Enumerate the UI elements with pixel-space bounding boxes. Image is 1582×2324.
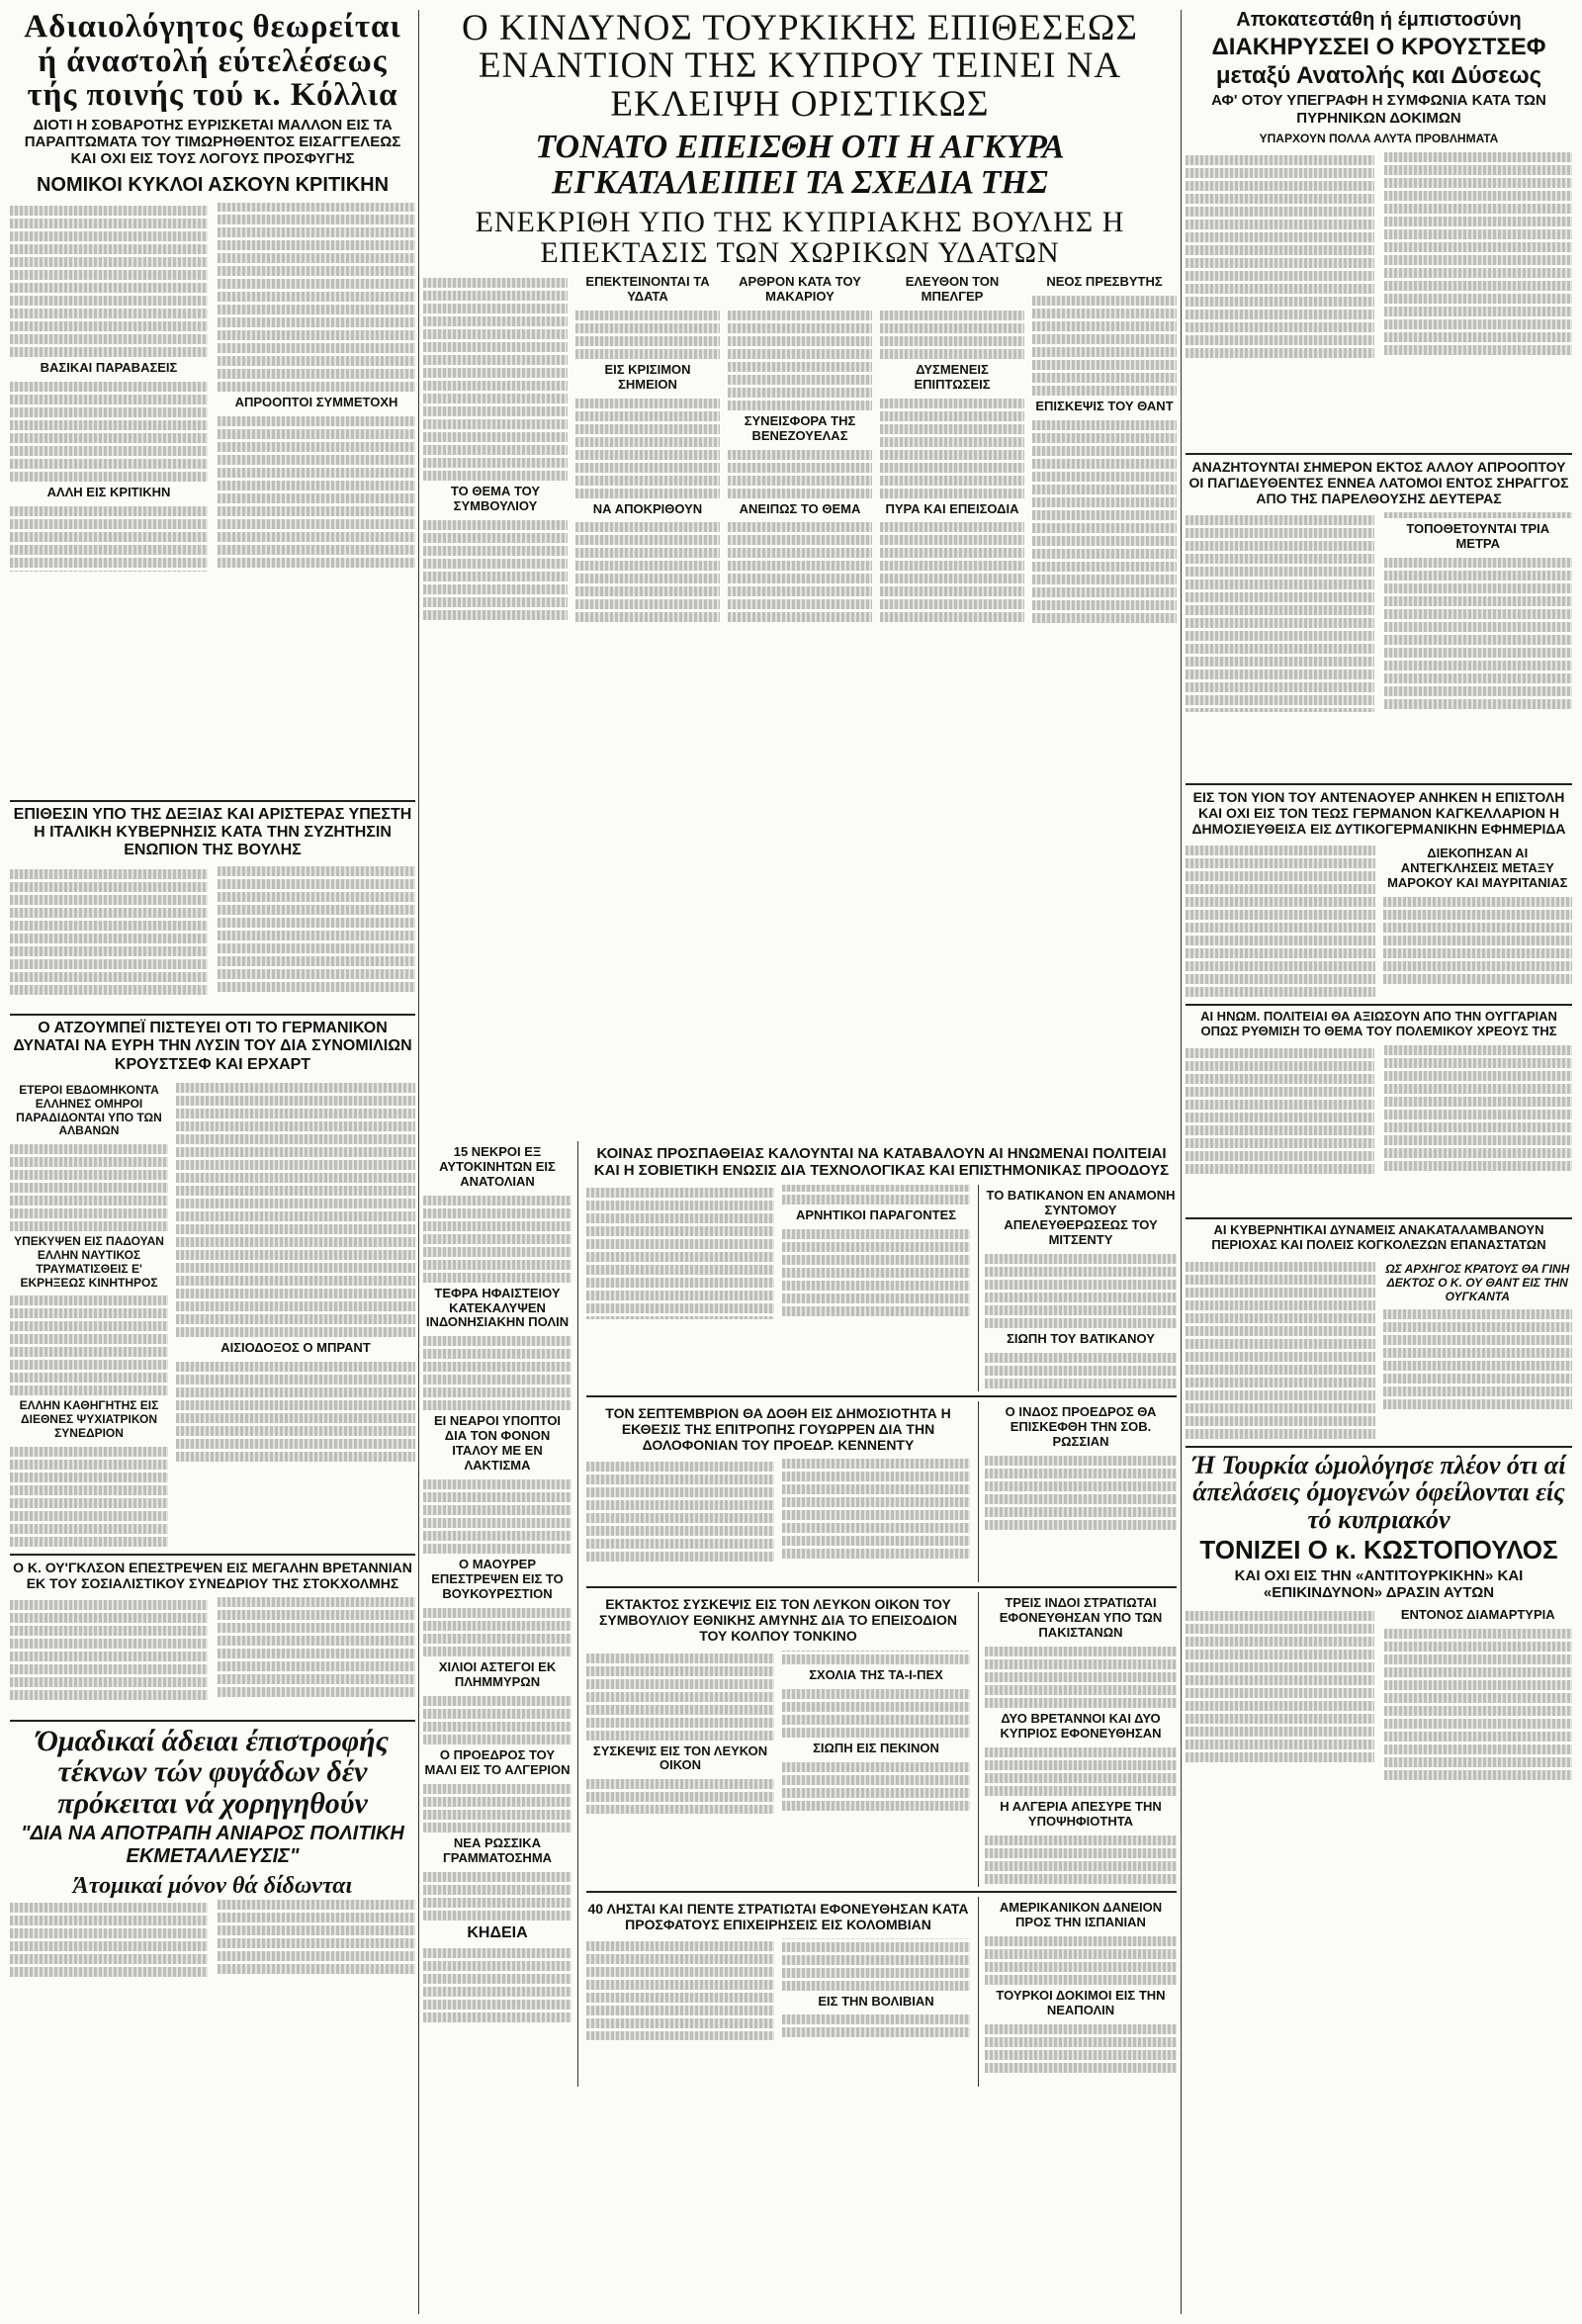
refugee-subhead: "ΔΙΑ ΝΑ ΑΠΟΤΡΑΠΗ ΑΝΙΑΡΟΣ ΠΟΛΙΤΙΚΗ ΕΚΜΕΤΑΛΛΕΥΣΙΣ" — [21, 1823, 404, 1868]
section-heading: ΣΥΝΕΙΣΦΟΡΑ ΤΗΣ ΒΕΝΕΖΟΥΕΛΑΣ — [744, 412, 856, 443]
us-ussr-headline: ΚΟΙΝΑΣ ΠΡΟΣΠΑΘΕΙΑΣ ΚΑΛΟΥΝΤΑΙ ΝΑ ΚΑΤΑΒΑΛΟΥΝ ΑΙ ΗΝΩΜΕΝΑΙ ΠΟΛΙΤΕΙΑΙ ΚΑΙ Η ΣΟΒΙΕΤΙΚΗ ΕΝΩΣΙΣ ΔΙΑ ΤΕΧΝΟΛΟΓΙΚΑΣ ΚΑΙ ΕΠΙΣΤΗΜΟΝΙΚΑΣ ΠΡΟΟΔΟΥΣ — [593, 1144, 1170, 1180]
section-heading: ΑΡΘΡΟΝ ΚΑΤΑ ΤΟΥ ΜΑΚΑΡΙΟΥ — [739, 273, 861, 304]
khrushchev-subhead-4: ΥΠΑΡΧΟΥΝ ΠΟΛΛΑ ΑΛΥΤΑ ΠΡΟΒΛΗΜΑΤΑ — [1259, 131, 1499, 145]
miners-body — [1186, 512, 1572, 779]
vatican-headline: ΤΟ ΒΑΤΙΚΑΝΟΝ ΕΝ ΑΝΑΜΟΝΗ ΣΥΝΤΟΜΟΥ ΑΠΕΛΕΥΘΕΡΩΣΕΩΣ ΤΟΥ ΜΙΤΣΕΝΤΥ — [986, 1188, 1176, 1248]
algeria-headline: Η ΑΛΓΕΡΙΑ ΑΠΕΣΥΡΕ ΤΗΝ ΥΠΟΨΗΦΙΟΤΗΤΑ — [1000, 1798, 1162, 1829]
section-heading: ΣΙΩΠΗ ΕΙΣ ΠΕΚΙΝΟΝ — [813, 1740, 939, 1755]
anatolia-headline: 15 ΝΕΚΡΟΙ ΕΞ ΑΥΤΟΚΙΝΗΤΩΝ ΕΙΣ ΑΝΑΤΟΛΙΑΝ — [439, 1143, 556, 1189]
warren-headline: ΤΟΝ ΣΕΠΤΕΜΒΡΙΟΝ ΘΑ ΔΟΘΗ ΕΙΣ ΔΗΜΟΣΙΟΤΗΤΑ Η ΕΚΘΕΣΙΣ ΤΗΣ ΕΠΙΤΡΟΠΗΣ ΓΟΥΩΡΡΕΝ ΔΙΑ ΤΗΝ ΔΟΛΟΦΟΝΙΑΝ ΤΟΥ ΠΡΟΕΔΡ. ΚΕΝΝΕΝΤΥ — [605, 1404, 951, 1454]
section-heading: ΠΥΡΑ ΚΑΙ ΕΠΕΙΣΟΔΙΑ — [885, 500, 1019, 516]
naples-headline: ΤΟΥΡΚΟΙ ΔΟΚΙΜΟΙ ΕΙΣ ΤΗΝ ΝΕΑΠΟΛΙΝ — [996, 1987, 1166, 2017]
mali-headline: Ο ΠΡΟΕΔΡΟΣ ΤΟΥ ΜΑΛΙ ΕΙΣ ΤΟ ΑΛΓΕΡΙΟΝ — [424, 1746, 571, 1777]
u-thant-headline: ΩΣ ΑΡΧΗΓΟΣ ΚΡΑΤΟΥΣ ΘΑ ΓΙΝΗ ΔΕΚΤΟΣ Ο Κ. ΟΥ ΘΑΝΤ ΕΙΣ ΤΗΝ ΟΥΓΚΑΝΤΑ — [1385, 1261, 1570, 1303]
section-heading: ΤΟ ΘΕΜΑ ΤΟΥ ΣΥΜΒΟΥΛΙΟΥ — [450, 483, 541, 513]
kollias-subhead: ΔΙΟΤΙ Η ΣΟΒΑΡΟΤΗΣ ΕΥΡΙΣΚΕΤΑΙ ΜΑΛΛΟΝ ΕΙΣ ΤΑ ΠΑΡΑΠΤΩΜΑΤΑ ΤΟΥ ΤΙΜΩΡΗΘΕΝΤΟΣ ΕΙΣΑΓΓΕΛΕΩΣ ΚΑΙ ΟΧΙ ΕΙΣ ΤΟΥΣ ΛΟΓΟΥΣ ΠΡΟΣΦΥΓΗΣ — [24, 116, 401, 168]
section-heading: ΑΡΝΗΤΙΚΟΙ ΠΑΡΑΓΟΝΤΕΣ — [795, 1207, 957, 1223]
section-heading: ΝΑ ΑΠΟΚΡΙΘΟΥΝ — [592, 500, 703, 516]
section-heading: ΤΟΠΟΘΕΤΟΥΝΤΑΙ ΤΡΙΑ ΜΕΤΡΑ — [1406, 521, 1550, 551]
kollias-body — [10, 203, 415, 796]
british-cyprus-headline: ΔΥΟ ΒΡΕΤΑΝΝΟΙ ΚΑΙ ΔΥΟ ΚΥΠΡΙΟΣ ΕΦΟΝΕΥΘΗΣΑΝ — [1000, 1711, 1162, 1741]
indian-soldiers-headline: ΤΡΕΙΣ ΙΝΔΟΙ ΣΤΡΑΤΙΩΤΑΙ ΕΦΟΝΕΥΘΗΣΑΝ ΥΠΟ ΤΩΝ ΠΑΚΙΣΤΑΝΩΝ — [999, 1595, 1163, 1641]
funeral-headline: ΚΗΔΕΙΑ — [467, 1923, 528, 1941]
khrushchev-subhead-2: μεταξύ Ανατολής και Δύσεως — [1215, 62, 1542, 90]
khrushchev-subhead: ΔΙΑΚΗΡΥΣΣΕΙ Ο ΚΡΟΥΣΤΣΕΦ — [1211, 34, 1546, 60]
section-heading: ΕΛΕΥΘΟΝ ΤΟΝ ΜΠΕΛΓΕΡ — [905, 273, 1000, 304]
kollias-subhead-2: ΝΟΜΙΚΟΙ ΚΥΚΛΟΙ ΑΣΚΟΥΝ ΚΡΙΤΙΚΗΝ — [36, 173, 390, 196]
italian-murder-headline: ΕΙ ΝΕΑΡΟΙ ΥΠΟΠΤΟΙ ΔΙΑ ΤΟΝ ΦΟΝΟΝ ΙΤΑΛΟΥ ΜΕ ΕΝ ΛΑΚΤΙΣΜΑ — [433, 1413, 562, 1474]
spain-loan-headline: ΑΜΕΡΙΚΑΝΙΚΟΝ ΔΑΝΕΙΟΝ ΠΡΟΣ ΤΗΝ ΙΣΠΑΝΙΑΝ — [999, 1899, 1163, 1929]
italy-body — [10, 866, 415, 1010]
section-heading: ΔΥΣΜΕΝΕΙΣ ΕΠΙΠΤΩΣΕΙΣ — [914, 361, 991, 392]
section-heading: ΕΠΕΚΤΕΙΝΟΝΤΑΙ ΤΑ ΥΔΑΤΑ — [585, 273, 710, 304]
refugee-body — [10, 1900, 415, 2028]
wilson-body — [10, 1597, 415, 1716]
khrushchev-subhead-3: ΑΦ' ΟΤΟΥ ΥΠΕΓΡΑΦΗ Η ΣΥΜΦΩΝΙΑ ΚΑΤΑ ΤΩΝ ΠΥΡΗΝΙΚΩΝ ΔΟΚΙΜΩΝ — [1211, 92, 1546, 127]
section-heading: ΕΠΙΣΚΕΨΙΣ ΤΟΥ ΘΑΝΤ — [1035, 398, 1174, 413]
kostopoulos-subhead: ΚΑΙ ΟΧΙ ΕΙΣ ΤΗΝ «ΑΝΤΙΤΟΥΡΚΙΚΗΝ» ΚΑΙ «ΕΠΙΚΙΝΔΥΝΟΝ» ΔΡΑΣΙΝ ΑΥΤΩΝ — [1234, 1567, 1524, 1602]
wilson-headline: Ο Κ. ΟΥ'ΓΚΛΣΟΝ ΕΠΕΣΤΡΕΨΕΝ ΕΙΣ ΜΕΓΑΛΗΝ ΒΡΕΤΑΝΝΙΑΝ ΕΚ ΤΟΥ ΣΟΣΙΑΛΙΣΤΙΚΟΥ ΣΥΝΕΔΡΙΟΥ ΤΗΣ ΣΤΟΚΧΟΛΜΗΣ — [13, 1559, 412, 1591]
refugee-children-headline: Όμαδικαί άδειαι έπιστροφής τέκνων τών φυγάδων δέν πρόκειται νά χορηγηθούν — [36, 1724, 390, 1820]
floods-headline: ΧΙΛΙΟΙ ΑΣΤΕΓΟΙ ΕΚ ΠΛΗΜΜΥΡΩΝ — [438, 1658, 557, 1689]
kostopoulos-body — [1186, 1608, 1572, 1831]
padova-headline: ΥΠΕΚΥΨΕΝ ΕΙΣ ΠΑΔΟΥΑΝ ΕΛΛΗΝ ΝΑΥΤΙΚΟΣ ΤΡΑΥΜΑΤΙΣΘΕΙΣ Ε' ΕΚΡΗΞΕΩΣ ΚΙΝΗΤΗΡΟΣ — [14, 1234, 164, 1290]
cyprus-subhead: ΤΟΝΑΤΟ ΕΠΕΙΣΘΗ ΟΤΙ Η ΑΓΚΥΡΑ ΕΓΚΑΤΑΛΕΙΠΕΙ ΤΑ ΣΧΕΔΙΑ ΤΗΣ — [535, 129, 1065, 202]
hungary-body — [1186, 1045, 1572, 1213]
tonkin-headline: ΕΚΤΑΚΤΟΣ ΣΥΣΚΕΨΙΣ ΕΙΣ ΤΟΝ ΛΕΥΚΟΝ ΟΙΚΟΝ ΤΟΥ ΣΥΜΒΟΥΛΙΟΥ ΕΘΝΙΚΗΣ ΑΜΥΝΗΣ ΔΙΑ ΤΟ ΕΠΕΙΣΟΔΙΟΝ ΤΟΥ ΚΟΛΠΟΥ ΤΟΝΚΙΝΟ — [599, 1596, 957, 1645]
congo-headline: ΑΙ ΚΥΒΕΡΝΗΤΙΚΑΙ ΔΥΝΑΜΕΙΣ ΑΝΑΚΑΤΑΛΑΜΒΑΝΟΥΝ ΠΕΡΙΟΧΑΣ ΚΑΙ ΠΟΛΕΙΣ ΚΟΓΚΟΛΕΖΩΝ ΕΠΑΝΑΣΤΑΤΩΝ — [1211, 1222, 1546, 1253]
right-column — [1186, 10, 1572, 2314]
adenauer-headline: ΕΙΣ ΤΟΝ ΥΙΟΝ ΤΟΥ ΑΝΤΕΝΑΟΥΕΡ ΑΝΗΚΕΝ Η ΕΠΙΣΤΟΛΗ ΚΑΙ ΟΧΙ ΕΙΣ ΤΟΝ ΤΕΩΣ ΓΕΡΜΑΝΟΝ ΚΑΓΚΕΛΛΑΡΙΟΝ Η ΔΗΜΟΣΙΕΥΘΕΙΣΑ ΕΙΣ ΔΥΤΙΚΟΓΕΡΜΑΝΙΚΗΝ ΕΦΗΜΕΡΙΔΑ — [1191, 788, 1566, 838]
miners-headline: ΑΝΑΖΗΤΟΥΝΤΑΙ ΣΗΜΕΡΟΝ ΕΚΤΟΣ ΑΛΛΟΥ ΑΠΡΟΟΠΤΟΥ ΟΙ ΠΑΓΙΔΕΥΘΕΝΤΕΣ ΕΝΝΕΑ ΛΑΤΟΜΟΙ ΕΝΤΟΣ ΣΗΡΑΓΓΟΣ ΑΠΟ ΤΗΣ ΠΑΡΕΛΘΟΥΣΗΣ ΔΕΥΤΕΡΑΣ — [1188, 458, 1569, 506]
khrushchev-body — [1186, 152, 1572, 449]
section-heading: ΕΝΤΟΝΟΣ ΔΙΑΜΑΡΤΥΡΙΑ — [1400, 1606, 1555, 1622]
turkey-expulsions-headline: Ή Τουρκία ώμολόγησε πλέον ότι αί άπελάσεις όμογενών όφείλονται είς τό κυπριακόν — [1191, 1450, 1566, 1534]
maurer-headline: Ο ΜΑΟΥΡΕΡ ΕΠΕΣΤΡΕΨΕΝ ΕΙΣ ΤΟ ΒΟΥΚΟΥΡΕΣΤΙΟΝ — [431, 1557, 564, 1602]
section-heading: ΕΙΣ ΤΗΝ ΒΟΛΙΒΙΑΝ — [818, 1993, 934, 2009]
refugee-subhead-2: Άτομικαί μόνον θά δίδωνται — [72, 1873, 353, 1900]
section-heading: ΣΥΣΚΕΨΙΣ ΕΙΣ ΤΟΝ ΛΕΥΚΟΝ ΟΙΚΟΝ — [592, 1743, 768, 1773]
section-heading: ΑΛΛΗ ΕΙΣ ΚΡΙΤΙΚΗΝ — [46, 484, 171, 499]
center-column — [423, 10, 1177, 2314]
hostages-headline: ΕΤΕΡΟΙ ΕΒΔΟΜΗΚΟΝΤΑ ΕΛΛΗΝΕΣ ΟΜΗΡΟΙ ΠΑΡΑΔΙΔΟΝΤΑΙ ΥΠΟ ΤΩΝ ΑΛΒΑΝΩΝ — [16, 1083, 162, 1138]
section-heading: ΣΧΟΛΙΑ ΤΗΣ ΤΑ-Ι-ΠΕΧ — [809, 1667, 943, 1683]
section-heading: ΣΙΩΠΗ ΤΟΥ ΒΑΤΙΚΑΝΟΥ — [1007, 1331, 1155, 1347]
morocco-headline: ΔΙΕΚΟΠΗΣΑΝ ΑΙ ΑΝΤΕΓΚΛΗΣΕΙΣ ΜΕΤΑΞΥ ΜΑΡΟΚΟΥ ΚΑΙ ΜΑΥΡΙΤΑΝΙΑΣ — [1387, 846, 1568, 891]
hungary-debt-headline: ΑΙ ΗΝΩΜ. ΠΟΛΙΤΕΙΑΙ ΘΑ ΑΞΙΩΣΟΥΝ ΑΠΟ ΤΗΝ ΟΥΓΓΑΡΙΑΝ ΟΠΩΣ ΡΥΘΜΙΣΗ ΤΟ ΘΕΜΑ ΤΟΥ ΠΟΛΕΜΙΚΟΥ ΧΡΕΟΥΣ ΤΗΣ — [1200, 1009, 1557, 1039]
kollias-headline: Αδιαιολόγητος θεωρείται ή άναστολή εύτελέσεως τής ποινής τού κ. Κόλλια — [24, 10, 401, 114]
atzoumpei-headline: Ο ΑΤΖΟΥΜΠΕΪ ΠΙΣΤΕΥΕΙ ΟΤΙ ΤΟ ΓΕΡΜΑΝΙΚΟΝ ΔΥΝΑΤΑΙ ΝΑ ΕΥΡΗ ΤΗΝ ΛΥΣΙΝ ΤΟΥ ΔΙΑ ΣΥΝΟΜΙΛΙΩΝ ΚΡΟΥΣΤΣΕΦ ΚΑΙ ΕΡΧΑΡΤ — [13, 1019, 412, 1073]
section-heading: ΒΑΣΙΚΑΙ ΠΑΡΑΒΑΣΕΙΣ — [40, 359, 178, 375]
khrushchev-headline: Αποκατεστάθη ή έμπιστοσύνη — [1236, 10, 1522, 31]
cyprus-headline: Ο ΚΙΝΔΥΝΟΣ ΤΟΥΡΚΙΚΗΣ ΕΠΙΘΕΣΕΩΣ ΕΝΑΝΤΙΟΝ ΤΗΣ ΚΥΠΡΟΥ ΤΕΙΝΕΙ ΝΑ ΕΚΛΕΙΨΗ ΟΡΙΣΤΙΚΩΣ — [462, 10, 1138, 125]
section-heading: ΕΙΣ ΚΡΙΣΙΜΟΝ ΣΗΜΕΙΟΝ — [604, 361, 691, 392]
left-column — [10, 10, 415, 2314]
center-briefs-column — [423, 1141, 578, 2087]
psychiatry-headline: ΕΛΛΗΝ ΚΑΘΗΓΗΤΗΣ ΕΙΣ ΔΙΕΘΝΕΣ ΨΥΧΙΑΤΡΙΚΟΝ ΣΥΝΕΔΡΙΟΝ — [19, 1398, 159, 1440]
indian-president-headline: Ο ΙΝΔΟΣ ΠΡΟΕΔΡΟΣ ΘΑ ΕΠΙΣΚΕΦΘΗ ΤΗΝ ΣΟΒ. ΡΩΣΣΙΑΝ — [1005, 1403, 1157, 1449]
section-heading: ΝΕΟΣ ΠΡΕΣΒΥΤΗΣ — [1046, 273, 1163, 289]
section-heading: ΑΝΕΙΠΩΣ ΤΟ ΘΕΜΑ — [739, 500, 861, 516]
kostopoulos-headline: ΤΟΝΙΖΕΙ Ο κ. ΚΩΣΤΟΠΟΥΛΟΣ — [1199, 1534, 1558, 1564]
volcano-headline: ΤΕΦΡΑ ΗΦΑΙΣΤΕΙΟΥ ΚΑΤΕΚΑΛΥΨΕΝ ΙΝΔΟΝΗΣΙΑΚΗΝ ΠΟΛΙΝ — [425, 1285, 570, 1330]
cyprus-body — [423, 275, 1177, 1135]
section-heading: ΑΙΣΙΟΔΟΞΟΣ Ο ΜΠΡΑΝΤ — [220, 1340, 371, 1356]
stamps-headline: ΝΕΑ ΡΩΣΣΙΚΑ ΓΡΑΜΜΑΤΟΣΗΜΑ — [442, 1834, 553, 1865]
italy-headline: ΕΠΙΘΕΣΙΝ ΥΠΟ ΤΗΣ ΔΕΞΙΑΣ ΚΑΙ ΑΡΙΣΤΕΡΑΣ ΥΠΕΣΤΗ Η ΙΤΑΛΙΚΗ ΚΥΒΕΡΝΗΣΙΣ ΚΑΤΑ ΤΗΝ ΣΥΖΗΤΗΣΙΝ ΕΝΩΠΙΟΝ ΤΗΣ ΒΟΥΛΗΣ — [13, 805, 412, 859]
colombia-headline: 40 ΛΗΣΤΑΙ ΚΑΙ ΠΕΝΤΕ ΣΤΡΑΤΙΩΤΑΙ ΕΦΟΝΕΥΘΗΣΑΝ ΚΑΤΑ ΠΡΟΣΦΑΤΟΥΣ ΕΠΙΧΕΙΡΗΣΕΙΣ ΕΙΣ ΚΟΛΟΜΒΙΑΝ — [587, 1900, 969, 1932]
cyprus-waters-headline: ΕΝΕΚΡΙΘΗ ΥΠΟ ΤΗΣ ΚΥΠΡΙΑΚΗΣ ΒΟΥΛΗΣ Η ΕΠΕΚΤΑΣΙΣ ΤΩΝ ΧΩΡΙΚΩΝ ΥΔΑΤΩΝ — [475, 205, 1125, 270]
section-heading: ΑΠΡΟΟΠΤΟΙ ΣΥΜΜΕΤΟΧΗ — [234, 395, 398, 410]
